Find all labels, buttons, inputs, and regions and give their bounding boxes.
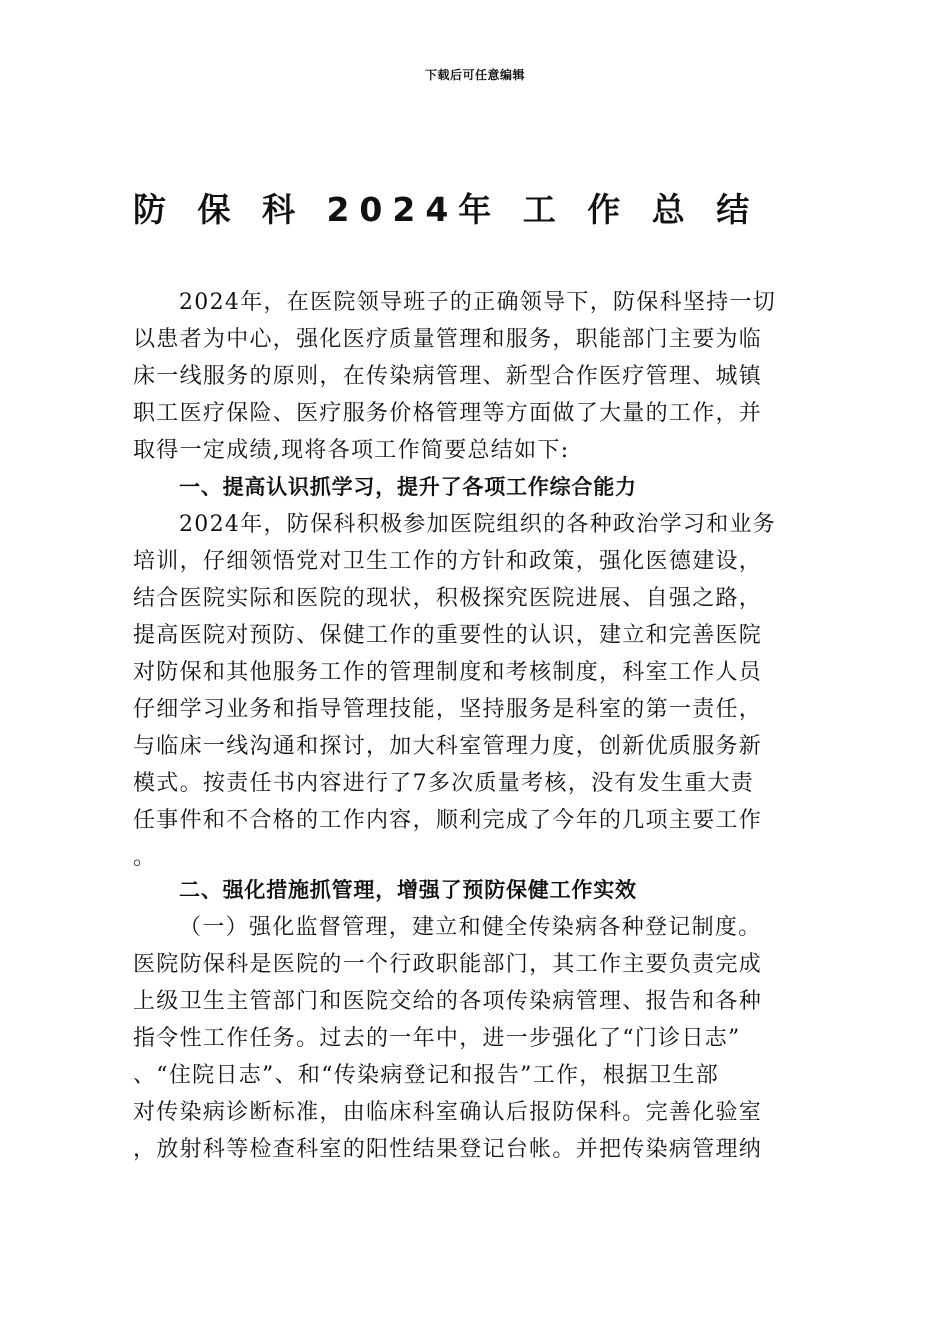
document-body bbox=[133, 284, 823, 1168]
paragraph-line: 对防保和其他服务工作的管理制度和考核制度，科室工作人员 bbox=[133, 660, 763, 685]
paragraph-line: 提高医院对预防、保健工作的重要性的认识，建立和完善医院 bbox=[133, 623, 763, 648]
paragraph-line: 培训，仔细领悟党对卫生工作的方针和政策，强化医德建设， bbox=[133, 549, 763, 574]
paragraph-line: 、“住院日志”、和“传染病登记和报告”工作，根据卫生部 bbox=[133, 1063, 720, 1088]
download-note: 下载后可任意编辑 bbox=[424, 68, 525, 82]
paragraph-line: 任事件和不合格的工作内容，顺利完成了今年的几项主要工作 bbox=[133, 808, 763, 833]
subsection-heading: （一）强化监督管理，建立和健全传染病各种登记制度。 bbox=[179, 915, 762, 940]
section-heading-2: 二、强化措施抓管理，增强了预防保健工作实效 bbox=[179, 878, 637, 902]
paragraph-line: 取得一定成绩,现将各项工作简要总结如下: bbox=[133, 438, 570, 463]
paragraph-line: 结合医院实际和医院的现状，积极探究医院进展、自强之路， bbox=[133, 586, 763, 611]
paragraph-line: 上级卫生主管部门和医院交给的各项传染病管理、报告和各种 bbox=[133, 989, 763, 1014]
paragraph-line: 指令性工作任务。过去的一年中，进一步强化了“门诊日志” bbox=[133, 1026, 741, 1051]
paragraph-line: 床一线服务的原则，在传染病管理、新型合作医疗管理、城镇 bbox=[133, 364, 763, 389]
paragraph-line: 。 bbox=[133, 845, 157, 870]
paragraph-line: 对传染病诊断标准，由临床科室确认后报防保科。完善化验室 bbox=[133, 1100, 763, 1125]
paragraph-line: 职工医疗保险、医疗服务价格管理等方面做了大量的工作，并 bbox=[133, 401, 763, 426]
paragraph-line: 以患者为中心，强化医疗质量管理和服务，职能部门主要为临 bbox=[133, 327, 763, 352]
section-heading-1: 一、提高认识抓学习，提升了各项工作综合能力 bbox=[179, 475, 637, 499]
paragraph-line: 与临床一线沟通和探讨，加大科室管理力度，创新优质服务新 bbox=[133, 734, 763, 759]
paragraph-line: 2024年，在医院领导班子的正确领导下，防保科坚持一切 bbox=[179, 290, 777, 315]
paragraph-line: 仔细学习业务和指导管理技能，坚持服务是科室的第一责任， bbox=[133, 697, 763, 722]
paragraph-line: ，放射科等检查科室的阳性结果登记台帐。并把传染病管理纳 bbox=[133, 1137, 763, 1162]
paragraph-line: 模式。按责任书内容进行了7多次质量考核，没有发生重大责 bbox=[133, 771, 755, 796]
document-title: 防 保 科 2024年 工 作 总 结 bbox=[133, 190, 760, 229]
paragraph-line: 医院防保科是医院的一个行政职能部门，其工作主要负责完成 bbox=[133, 952, 763, 977]
paragraph-line: 2024年，防保科积极参加医院组织的各种政治学习和业务 bbox=[179, 512, 777, 537]
